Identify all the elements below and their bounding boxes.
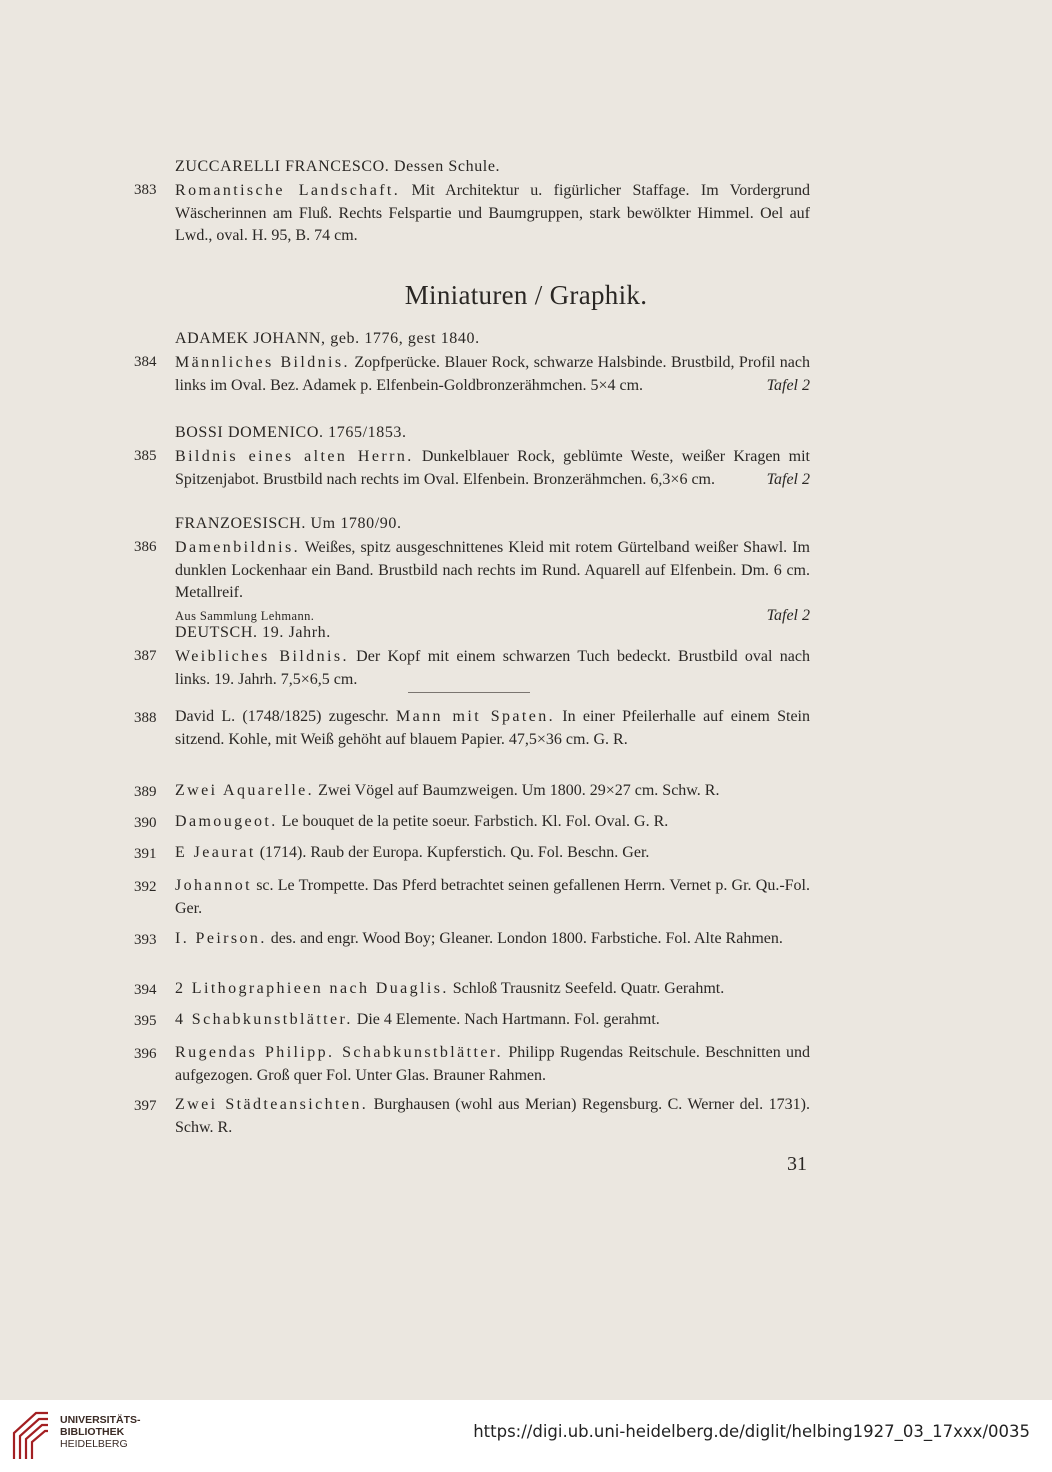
- lot-description: [175, 928, 810, 951]
- lot-number: 393: [134, 932, 157, 948]
- lot-title: Damenbildnis.: [175, 539, 300, 556]
- lot-text: Die 4 Elemente. Nach Hartmann. Fol. gerahmt.: [352, 1011, 660, 1028]
- lot-title: E Jeaurat: [175, 844, 256, 861]
- library-name-line: BIBLIOTHEK: [60, 1426, 125, 1438]
- lot-title: Zwei Aquarelle.: [175, 782, 315, 799]
- lot-number: 388: [134, 710, 157, 726]
- lot-title: Damougeot.: [175, 813, 278, 830]
- lot-text: Philipp Rugendas Reitschule. Beschnitten und aufgezogen. Groß quer Fol. Unter Glas. Brauner Rahmen.: [175, 1044, 810, 1084]
- provenance-note: Aus Sammlung Lehmann.: [175, 608, 315, 623]
- library-name-line: HEIDELBERG: [60, 1438, 128, 1450]
- lot-title: I. Peirson.: [175, 930, 267, 947]
- artist-header: ADAMEK JOHANN, geb. 1776, gest 1840.: [175, 330, 480, 347]
- lot-text: Burghausen (wohl aus Merian) Regensburg. C. Werner del. 1731). Schw. R.: [175, 1096, 810, 1136]
- plate-reference: Tafel 2: [766, 376, 810, 394]
- lot-title: Romantische Landschaft.: [175, 182, 401, 199]
- lot-text: Mit Architektur u. figürlicher Staffage. Im Vordergrund Wäscherinnen am Fluß. Rechts Felspartie und Baumgruppen, stark bewölkter Himmel. Oel auf Lwd., oval. H. 95, B. 74 cm.: [175, 182, 810, 244]
- lot-description: [175, 842, 810, 865]
- lot-number: 386: [134, 539, 157, 555]
- lot-number: 395: [134, 1013, 157, 1029]
- lot-number: 390: [134, 815, 157, 831]
- lot-description: [175, 1009, 810, 1032]
- lot-description: [175, 1094, 810, 1139]
- library-footer: [0, 1400, 1052, 1472]
- lot-number: 387: [134, 648, 157, 664]
- lot-number: 384: [134, 354, 157, 370]
- lot-text: sc. Le Trompette. Das Pferd betrachtet seinen gefallenen Herrn. Vernet p. Gr. Qu.-Fol. Ger.: [175, 877, 810, 917]
- plate-reference: Tafel 2: [766, 606, 810, 624]
- library-logo-icon: [10, 1407, 52, 1463]
- lot-title: 2 Lithographieen nach Duaglis.: [175, 980, 449, 997]
- lot-text: Der Kopf mit einem schwarzen Tuch bedeckt. Brustbild oval nach links. 19. Jahrh. 7,5×6,5 cm.: [175, 648, 810, 688]
- lot-title: Weibliches Bildnis.: [175, 648, 349, 665]
- artist-header: BOSSI DOMENICO. 1765/1853.: [175, 424, 407, 441]
- lot-description: [175, 352, 810, 397]
- lot-number: 389: [134, 784, 157, 800]
- lot-text: Le bouquet de la petite soeur. Farbstich. Kl. Fol. Oval. G. R.: [277, 813, 669, 830]
- lot-number: 383: [134, 182, 157, 198]
- lot-title: Männliches Bildnis.: [175, 354, 350, 371]
- lot-number: 397: [134, 1098, 157, 1114]
- lot-title: Zwei Städteansichten.: [175, 1096, 369, 1113]
- lot-title: 4 Schabkunstblätter.: [175, 1011, 353, 1028]
- lot-number: 394: [134, 982, 157, 998]
- artist-header: DEUTSCH. 19. Jahrh.: [175, 624, 331, 641]
- lot-text: (1714). Raub der Europa. Kupferstich. Qu. Fol. Beschn. Ger.: [255, 844, 650, 861]
- artist-header: FRANZOESISCH. Um 1780/90.: [175, 515, 402, 532]
- lot-description: [175, 1042, 810, 1087]
- lot-number: 391: [134, 846, 157, 862]
- lot-text: In einer Pfeilerhalle auf einem Stein sitzend. Kohle, mit Weiß gehöht auf blauem Papier. 47,5×36 cm. G. R.: [175, 708, 810, 748]
- lot-text: Dunkelblauer Rock, geblümte Weste, weißer Kragen mit Spitzenjabot. Brustbild nach rechts im Oval. Elfenbein. Bronzerähmchen. 6,3×6 cm.: [175, 448, 811, 488]
- lot-number: 396: [134, 1046, 157, 1062]
- lot-description: [175, 446, 810, 491]
- lot-number: 385: [134, 448, 157, 464]
- lot-text: des. and engr. Wood Boy; Gleaner. London 1800. Farbstiche. Fol. Alte Rahmen.: [266, 930, 783, 947]
- section-title: Miniaturen / Graphik.: [404, 280, 648, 310]
- lot-title: Rugendas Philipp. Schabkunstblätter.: [175, 1044, 504, 1061]
- lot-description: [175, 780, 810, 803]
- plate-reference: Tafel 2: [766, 470, 810, 488]
- lot-artist: David L. (1748/1825) zugeschr.: [175, 708, 396, 725]
- lot-title: Johannot: [175, 877, 252, 894]
- lot-description: [175, 811, 810, 834]
- artist-header: ZUCCARELLI FRANCESCO. Dessen Schule.: [175, 158, 501, 175]
- lot-description: [175, 706, 810, 751]
- lot-description: [175, 875, 810, 920]
- library-name-line: UNIVERSITÄTS-: [60, 1414, 141, 1426]
- section-divider: [408, 692, 530, 693]
- lot-text: Zopfperücke. Blauer Rock, schwarze Halsbinde. Brustbild, Profil nach links im Oval. Bez. Adamek p. Elfenbein-Goldbronzerähmchen. 5×4 cm.: [175, 354, 810, 394]
- lot-description: [175, 180, 810, 248]
- lot-title: Bildnis eines alten Herrn.: [175, 448, 414, 465]
- lot-description: [175, 646, 810, 691]
- library-name: [60, 1414, 141, 1450]
- source-url[interactable]: https://digi.ub.uni-heidelberg.de/diglit/helbing1927_03_17xxx/0035: [473, 1422, 1030, 1441]
- page-number: 31: [787, 1153, 807, 1175]
- lot-title: Mann mit Spaten.: [395, 708, 556, 725]
- lot-description: [175, 537, 810, 627]
- lot-number: 392: [134, 879, 157, 895]
- lot-text: Schloß Trausnitz Seefeld. Quatr. Gerahmt.: [448, 980, 725, 997]
- lot-text: Weißes, spitz ausgeschnittenes Kleid mit rotem Gürtelband weißer Shawl. Im dunklen Lockenhaar ein Band. Brustbild nach rechts im Rund. Aquarell auf Elfenbein. Dm. 6 cm. Metallreif.: [175, 539, 810, 601]
- lot-description: [175, 978, 810, 1001]
- lot-text: Zwei Vögel auf Baumzweigen. Um 1800. 29×27 cm. Schw. R.: [314, 782, 720, 799]
